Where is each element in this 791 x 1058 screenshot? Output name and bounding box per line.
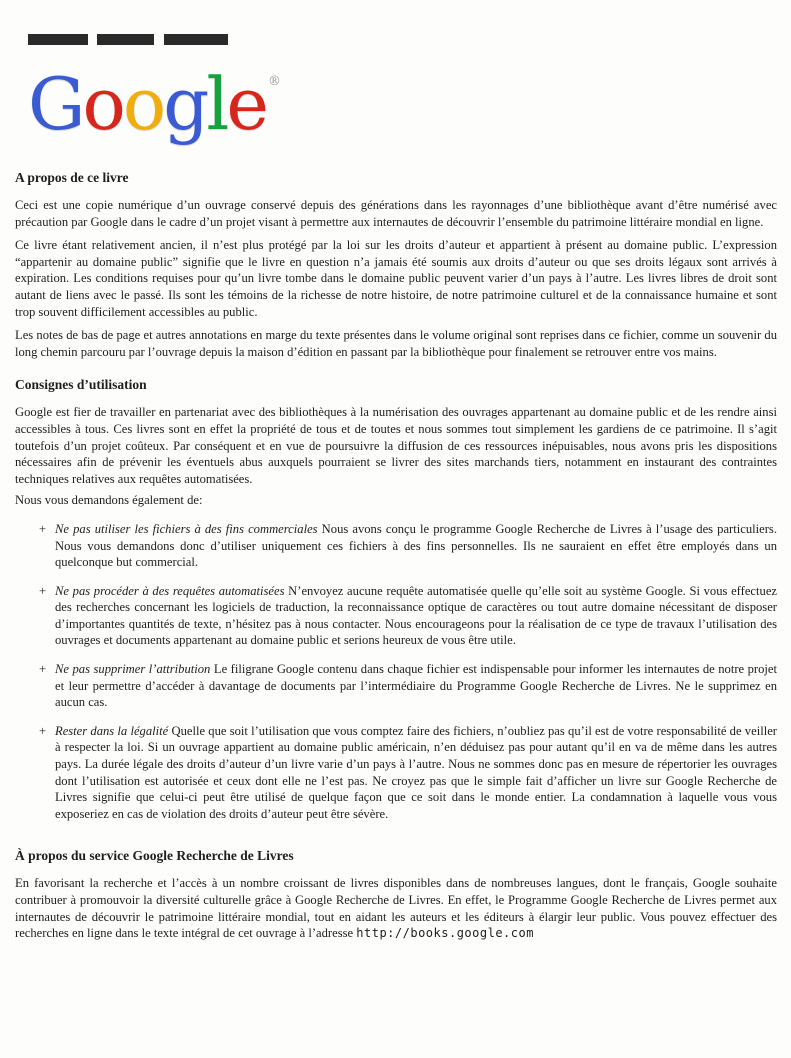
logo-letter-e: e — [226, 62, 266, 146]
rule-item-keep-attribution — [39, 661, 777, 711]
rule-body: Nous avons conçu le programme Google Recherche de Livres à l’usage des particuliers. Nous vous demandons donc d’utiliser uniquement ces fichiers à des fins personnelles. Ils ne sauraient en effet être employés dans un quelconque but commercial. — [55, 521, 777, 570]
paragraph-about-book-2: Ce livre étant relativement ancien, il n’est plus protégé par la loi sur les droits d’auteur et appartient à présent au domaine public. L’expression “appartenir au domaine public” signifie que le livre en question n’a jamais été soumis aux droits d’auteur ou que ses droits légaux sont arrivés à expiration. Les conditions requises pour qu’un livre tombe dans le domaine public peuvent varier d’un pays à l’autre. Les livres libres de droit sont autant de liens avec le passé. Ils sont les témoins de la richesse de notre histoire, de notre patrimoine culturel et de la connaissance humaine et sont trop souvent difficilement accessibles au public. — [15, 238, 777, 319]
rule-text — [55, 723, 777, 823]
rule-title: Rester dans la légalité — [55, 723, 169, 738]
logo-letter-g2: g — [163, 62, 207, 146]
plus-bullet-icon: + — [39, 723, 47, 738]
rule-body: Le filigrane Google contenu dans chaque fichier est indispensable pour informer les internautes de notre projet et leur permettre d’accéder à davantage de documents par l’intermédiaire du Programme Google Recherche de Livres. Ne le supprimez en aucun cas. — [55, 662, 778, 710]
paragraph-usage-intro: Google est fier de travailler en partenariat avec des bibliothèques à la numérisation des ouvrages appartenant au domaine public et de les rendre ainsi accessibles à tous. Ces livres sont en effet la propriété de tous et de toutes et nous sommes tout simplement les gardiens de ce patrimoine. Il s’agit toutefois d’un projet coûteux. Par conséquent et en vue de poursuivre la diffusion de ces ressources inépuisables, nous avons pris les dispositions nécessaires afin de prévenir les éventuels abus auxquels pourraient se livrer des sites marchands tiers, notamment en instaurant des contraintes techniques relatives aux requêtes automatisées. — [15, 405, 777, 486]
scan-artifact-bar — [28, 34, 234, 45]
rule-text — [55, 521, 777, 571]
logo-letter-g1: G — [28, 62, 83, 146]
about-service-text: En favorisant la recherche et l’accès à un nombre croissant de livres disponibles dans de nombreuses langues, dont le français, Google souhaite contribuer à promouvoir la diversité culturelle grâce à Google Recherche de Livres. En effet, le Programme Google Recherche de Livres permet aux internautes de découvrir le patrimoine littéraire mondial, tout en aidant les auteurs et les éditeurs à élargir leur public. Vous pouvez effectuer des recherches en ligne dans le texte intégral de cet ouvrage à l’adresse — [15, 876, 777, 941]
rule-body: N’envoyez aucune requête automatisée quelle qu’elle soit au système Google. Si vous effectuez des recherches concernant les logiciels de traduction, la reconnaissance optique de caractères ou tout autre domaine nécessitant de disposer d’importantes quantités de texte, n’hésitez pas à nous contacter. Nous encourageons pour la réalisation de ce type de travaux l’utilisation des ouvrages et documents appartenant au domaine public et serions heureux de vous être utile. — [55, 583, 777, 648]
rule-text — [55, 661, 777, 711]
rule-item-no-automated-queries — [39, 583, 777, 649]
rule-title: Ne pas procéder à des requêtes automatisées — [55, 583, 285, 598]
logo-letter-o2: o — [122, 62, 164, 146]
rule-item-stay-legal — [39, 723, 777, 823]
usage-rules-list — [15, 521, 777, 823]
scan-artifact-segment — [164, 34, 228, 45]
rule-title: Ne pas supprimer l’attribution — [55, 662, 211, 677]
rule-title: Ne pas utiliser les fichiers à des fins commerciales — [55, 521, 318, 536]
scanned-page — [0, 34, 791, 942]
paragraph-list-lead: Nous vous demandons également de: — [15, 493, 203, 508]
plus-bullet-icon: + — [39, 521, 47, 536]
rule-body: Quelle que soit l’utilisation que vous comptez faire des fichiers, n’oubliez pas qu’il est de votre responsabilité de veiller à respecter la loi. Si un ouvrage appartient au domaine public américain, n’en déduisez pas pour autant qu’il en va de même dans les autres pays. La durée légale des droits d’auteur d’un livre varie d’un pays à l’autre. Nous ne sommes donc pas en mesure de répertorier les ouvrages dont l’utilisation est autorisée et ceux dont elle ne l’est pas. Ne croyez pas que le simple fait d’afficher un livre sur Google Recherche de Livres signifie que celui-ci peut être utilisé de quelque façon que ce soit dans le monde entier. La condamnation à laquelle vous vous exposeriez en cas de violation des droits d’auteur peut être sévère. — [55, 723, 777, 821]
heading-usage-guidelines: Consignes d’utilisation — [15, 377, 147, 393]
rule-text — [55, 583, 777, 649]
paragraph-about-book-1: Ceci est une copie numérique d’un ouvrage conservé depuis des générations dans les rayonnages d’une bibliothèque avant d’être numérisé avec précaution par Google dans le cadre d’un projet visant à permettre aux internautes de découvrir l’ensemble du patrimoine littéraire mondial en ligne. — [15, 198, 777, 229]
paragraph-about-service — [15, 875, 777, 941]
scan-artifact-segment — [97, 34, 154, 45]
paragraph-about-book-3: Les notes de bas de page et autres annotations en marge du texte présentes dans le volume original sont reprises dans ce fichier, comme un souvenir du long chemin parcouru par l’ouvrage depuis la maison d’édition en passant par la bibliothèque pour finalement se retrouver entre vos mains. — [15, 328, 777, 359]
books-google-url: http://books.google.com — [356, 926, 534, 941]
heading-about-service: À propos du service Google Recherche de Livres — [15, 848, 294, 864]
google-logo — [28, 34, 777, 146]
heading-about-book: A propos de ce livre — [15, 170, 129, 185]
scan-artifact-segment — [28, 34, 88, 45]
registered-trademark-icon: ® — [267, 74, 281, 89]
plus-bullet-icon: + — [39, 583, 47, 598]
rule-item-no-commercial-use — [39, 521, 777, 571]
logo-letter-o1: o — [82, 62, 123, 146]
plus-bullet-icon: + — [39, 662, 47, 677]
logo-letter-l: l — [206, 62, 227, 146]
